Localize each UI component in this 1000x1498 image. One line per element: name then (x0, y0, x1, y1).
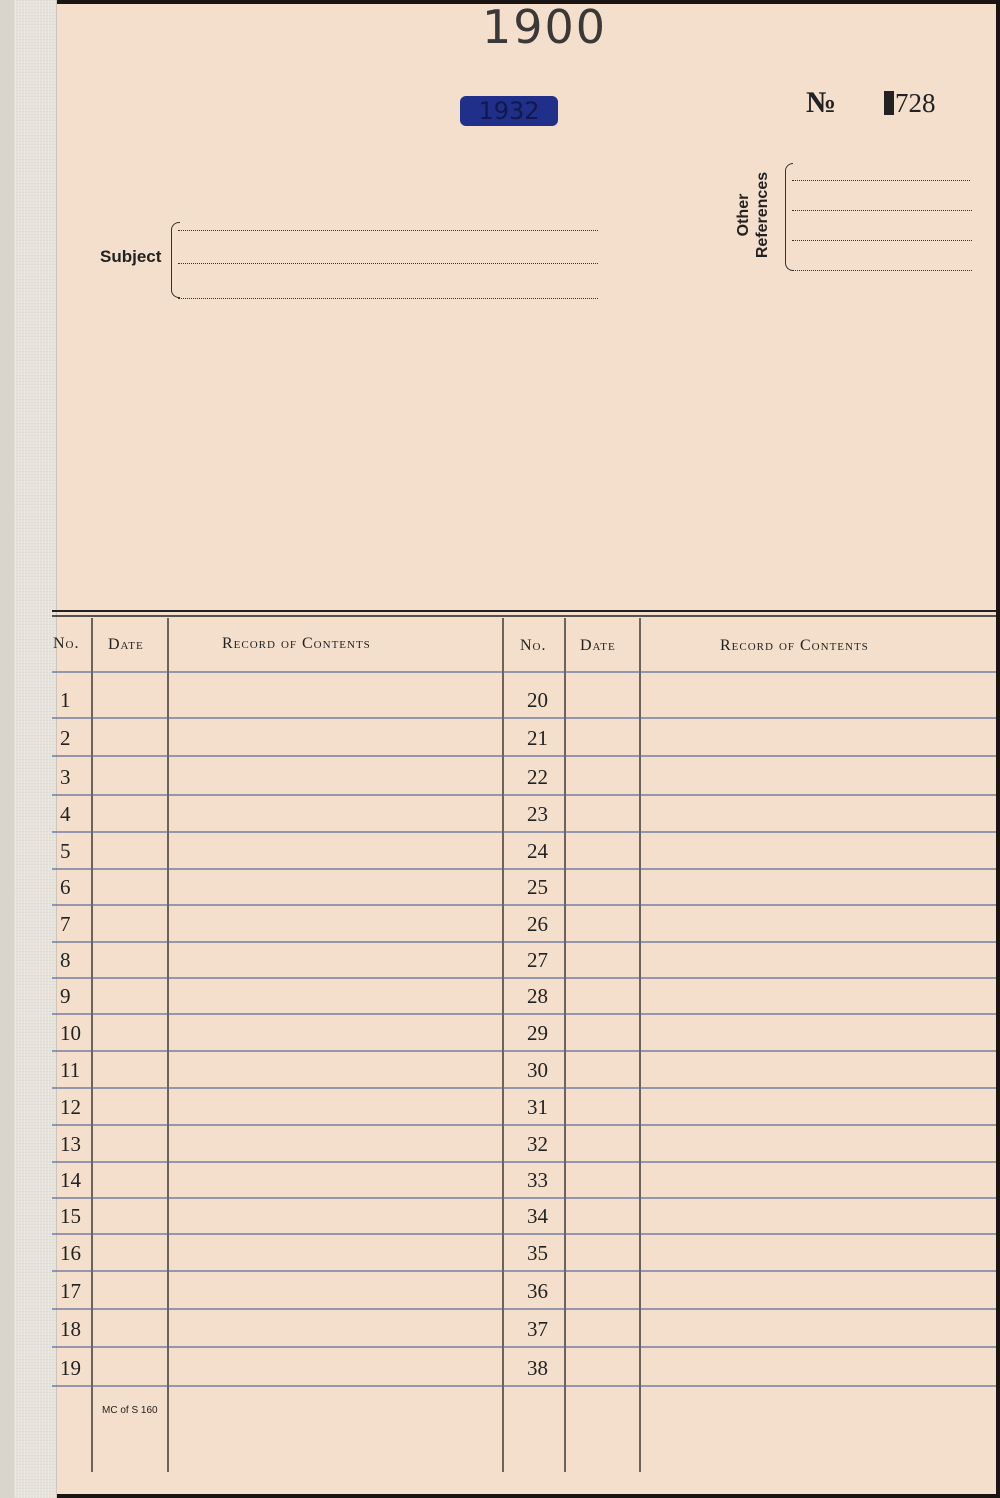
row-number-left: 3 (60, 765, 71, 789)
row-number-right: 29 (527, 1021, 548, 1045)
row-number-right: 32 (527, 1132, 548, 1156)
row-number-left: 19 (60, 1356, 81, 1380)
row-number-right: 34 (527, 1204, 548, 1228)
row-number-left: 17 (60, 1279, 81, 1303)
header-record-left: Record of Contents (222, 635, 371, 652)
row-number-left: 2 (60, 726, 71, 750)
other-references-label-line1: Other (735, 193, 752, 237)
row-number-left: 7 (60, 912, 71, 936)
subject-label: Subject (100, 247, 162, 266)
file-number: 728 (884, 88, 936, 119)
row-number-right: 24 (527, 839, 548, 863)
row-number-right: 26 (527, 912, 548, 936)
obscured-year-stamp: 1932 (460, 96, 558, 126)
form-code: MC of S 160 (102, 1405, 158, 1416)
row-number-left: 11 (60, 1058, 81, 1082)
other-references-label-line2: References (754, 171, 771, 259)
row-number-left: 4 (60, 802, 71, 826)
row-number-left: 9 (60, 984, 71, 1008)
row-number-right: 31 (527, 1095, 548, 1119)
header-date-left: Date (108, 636, 144, 653)
row-number-left: 10 (60, 1021, 81, 1045)
row-number-right: 35 (527, 1241, 548, 1265)
row-number-right: 27 (527, 948, 548, 972)
header-no-left: No. (53, 635, 80, 652)
row-number-right: 21 (527, 726, 548, 750)
header-date-right: Date (580, 637, 616, 654)
row-number-left: 15 (60, 1204, 81, 1228)
row-number-left: 14 (60, 1168, 81, 1192)
row-number-right: 38 (527, 1356, 548, 1380)
row-number-left: 5 (60, 839, 71, 863)
row-number-right: 36 (527, 1279, 548, 1303)
row-number-right: 22 (527, 765, 548, 789)
row-number-left: 16 (60, 1241, 81, 1265)
row-number-right: 23 (527, 802, 548, 826)
row-number-left: 6 (60, 875, 71, 899)
row-number-left: 12 (60, 1095, 81, 1119)
row-number-left: 8 (60, 948, 71, 972)
row-number-right: 25 (527, 875, 548, 899)
row-number-right: 28 (527, 984, 548, 1008)
number-symbol: № (806, 86, 837, 119)
header-record-right: Record of Contents (720, 637, 869, 654)
row-number-right: 37 (527, 1317, 548, 1341)
row-number-left: 1 (60, 688, 71, 712)
row-number-left: 13 (60, 1132, 81, 1156)
header-no-right: No. (520, 637, 547, 654)
row-number-right: 33 (527, 1168, 548, 1192)
year-stamp: 1900 (482, 0, 608, 54)
row-number-right: 20 (527, 688, 548, 712)
row-number-right: 30 (527, 1058, 548, 1082)
row-number-left: 18 (60, 1317, 81, 1341)
